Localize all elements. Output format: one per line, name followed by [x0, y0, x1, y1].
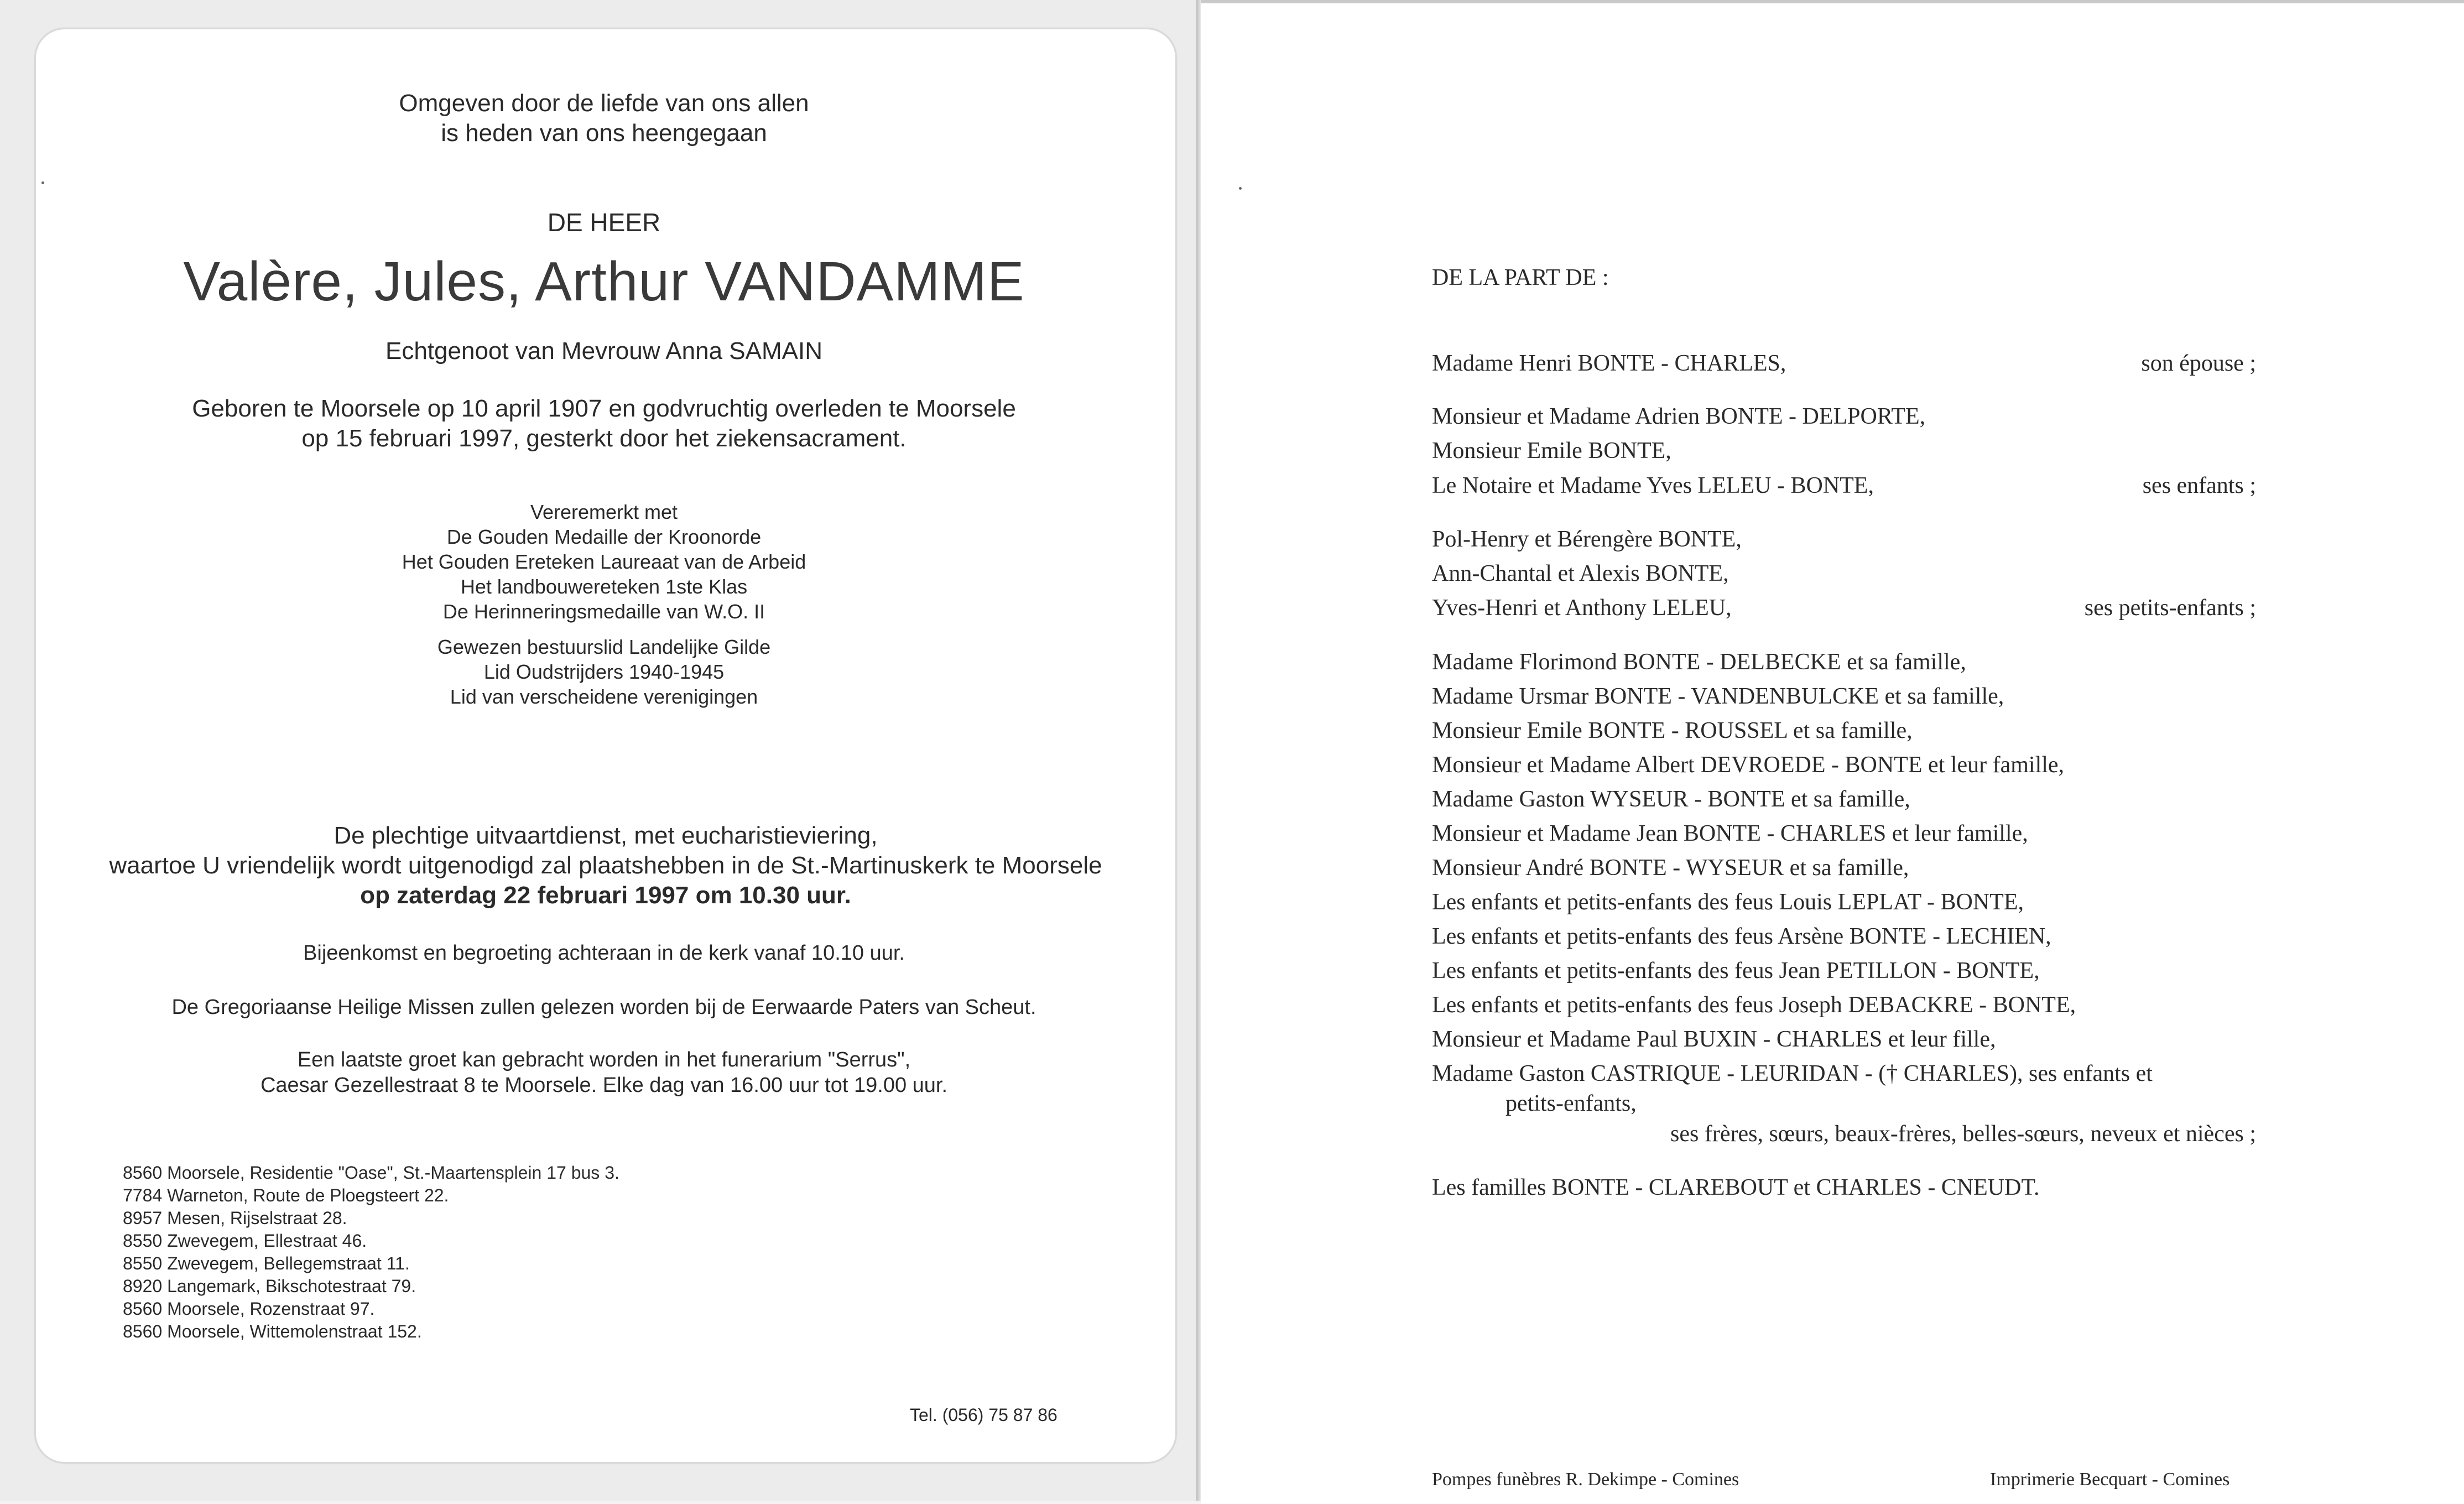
address-line: 8550 Zwevegem, Ellestraat 46.	[123, 1231, 367, 1251]
intro-text: Omgeven door de liefde van ons allen is heden van ons heengegaan	[399, 90, 809, 147]
family-row-continued: petits-enfants,	[1506, 1091, 1637, 1116]
family-row: Les enfants et petits-enfants des feus Joseph DEBACKRE - BONTE,	[1432, 992, 2076, 1018]
relation-label: ses petits-enfants ;	[2084, 595, 2256, 621]
page-fold	[1196, 0, 1201, 1501]
heading-de-la-part-de: DE LA PART DE :	[1432, 265, 1609, 290]
family-row: Monsieur et Madame Paul BUXIN - CHARLES et leur fille,	[1432, 1027, 1996, 1052]
gathering-text: Bijeenkomst en begroeting achteraan in de kerk vanaf 10.10 uur.	[303, 941, 905, 965]
family-row: Madame Florimond BONTE - DELBECKE et sa famille,	[1432, 649, 1966, 675]
family-row: Ann-Chantal et Alexis BONTE,	[1432, 561, 1729, 586]
masses-text: De Gregoriaanse Heilige Missen zullen gelezen worden bij de Eerwaarde Paters van Scheut.	[171, 996, 1036, 1019]
family-row: Les enfants et petits-enfants des feus Jean PETILLON - BONTE,	[1432, 958, 2040, 983]
address-line: 8560 Moorsele, Residentie "Oase", St.-Maartensplein 17 bus 3.	[123, 1163, 619, 1183]
address-line: 8957 Mesen, Rijselstraat 28.	[123, 1208, 347, 1228]
functions-list: Gewezen bestuurslid Landelijke Gilde Lid Oudstrijders 1940-1945 Lid van verscheidene verenigingen	[437, 636, 771, 708]
honorific-title: DE HEER	[547, 208, 661, 237]
undertaker-credit: Pompes funèbres R. Dekimpe - Comines	[1432, 1469, 1739, 1490]
family-row: Les enfants et petits-enfants des feus Arsène BONTE - LECHIEN,	[1432, 924, 2051, 949]
speck-mark	[1239, 187, 1242, 190]
funerarium-text: Een laatste groet kan gebracht worden in het funerarium "Serrus", Caesar Gezellestraat 8 te Moorsele. Elke dag van 16.00 uur tot 19.00 uur.	[260, 1048, 948, 1097]
funeral-service-text: De plechtige uitvaartdienst, met eucharistieviering, waartoe U vriendelijk wordt uitgenodigd zal plaatshebben in de St.-Martinuskerk te Moorsele op zaterdag 22 februari 1997 om 10.30 uur.	[22, 821, 1189, 910]
family-row: Madame Gaston WYSEUR - BONTE et sa famille,	[1432, 787, 1910, 812]
address-line: 8550 Zwevegem, Bellegemstraat 11.	[123, 1253, 410, 1273]
family-row: Pol-Henry et Bérengère BONTE,	[1432, 527, 1742, 552]
relation-label: ses frères, sœurs, beaux-frères, belles-sœurs, neveux et nièces ;	[1670, 1121, 2256, 1147]
address-line: 7784 Warneton, Route de Ploegsteert 22.	[123, 1185, 449, 1205]
family-row: Monsieur André BONTE - WYSEUR et sa famille,	[1432, 855, 1909, 881]
honours-list: Vereremerkt met De Gouden Medaille der Kroonorde Het Gouden Ereteken Laureaat van de Arbeid Het landbouwereteken 1ste Klas De Herinneringsmedaille van W.O. II	[402, 501, 806, 623]
family-row: Monsieur et Madame Albert DEVROEDE - BONTE et leur famille,	[1432, 752, 2065, 778]
speck-mark	[41, 181, 44, 184]
relation-label: ses enfants ;	[2142, 473, 2256, 498]
address-line: 8560 Moorsele, Wittemolenstraat 152.	[123, 1321, 422, 1341]
relation-label: son épouse ;	[2141, 351, 2256, 376]
deceased-name: Valère, Jules, Arthur VANDAMME	[183, 251, 1025, 313]
family-row: Madame Henri BONTE - CHARLES, son épouse ;	[1432, 351, 2256, 376]
family-addresses	[123, 1162, 619, 1343]
service-date: op zaterdag 22 februari 1997 om 10.30 uur.	[360, 882, 851, 909]
family-row: Yves-Henri et Anthony LELEU, ses petits-enfants ;	[1432, 595, 2256, 621]
family-row: Monsieur et Madame Jean BONTE - CHARLES et leur famille,	[1432, 821, 2028, 846]
family-row: Les enfants et petits-enfants des feus Louis LEPLAT - BONTE,	[1432, 889, 2024, 915]
birth-death-text: Geboren te Moorsele op 10 april 1907 en godvruchtig overleden te Moorsele op 15 februari 1997, gesterkt door het ziekensacrament.	[192, 395, 1016, 452]
printer-credit: Imprimerie Becquart - Comines	[1990, 1469, 2230, 1490]
family-row: Monsieur et Madame Adrien BONTE - DELPORTE,	[1432, 404, 1926, 429]
address-line: 8560 Moorsele, Rozenstraat 97.	[123, 1299, 375, 1319]
telephone-number: Tel. (056) 75 87 86	[910, 1405, 1058, 1425]
family-row: Les familles BONTE - CLAREBOUT et CHARLES - CNEUDT.	[1432, 1175, 2040, 1200]
family-row: Le Notaire et Madame Yves LELEU - BONTE, ses enfants ;	[1432, 473, 2256, 498]
family-row: Monsieur Emile BONTE,	[1432, 438, 1671, 464]
family-row: Madame Gaston CASTRIQUE - LEURIDAN - († CHARLES), ses enfants et	[1432, 1061, 2153, 1086]
family-row: Monsieur Emile BONTE - ROUSSEL et sa famille,	[1432, 718, 1913, 743]
family-row: Madame Ursmar BONTE - VANDENBULCKE et sa famille,	[1432, 684, 2004, 709]
spouse-line: Echtgenoot van Mevrouw Anna SAMAIN	[386, 337, 822, 365]
address-line: 8920 Langemark, Bikschotestraat 79.	[123, 1276, 416, 1296]
